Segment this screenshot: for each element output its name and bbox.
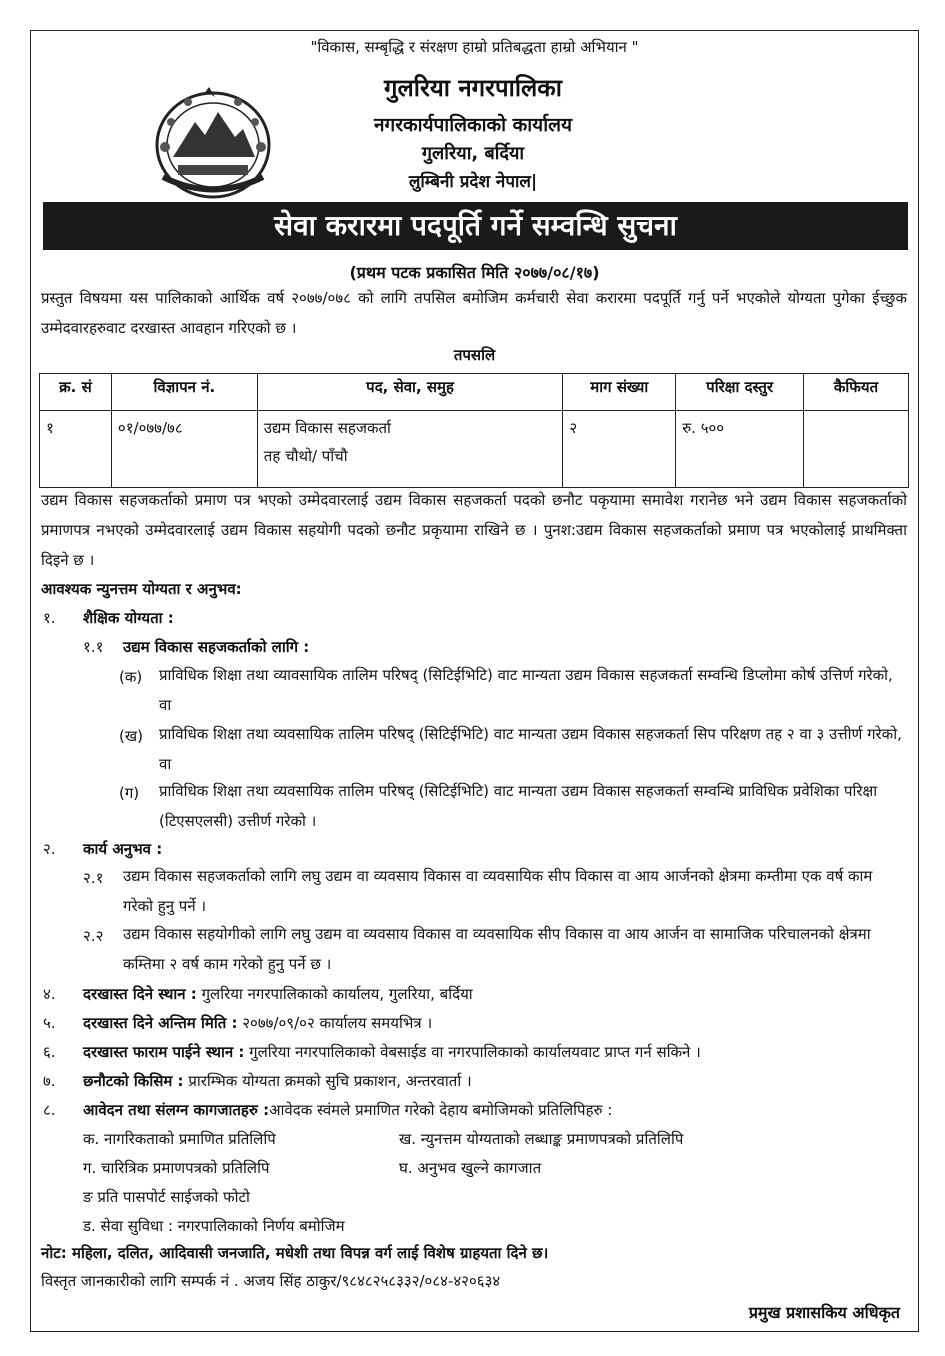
subsection-number: १.१: [83, 638, 104, 656]
item-number: ६.: [43, 1043, 56, 1061]
item-number: ८.: [43, 1101, 56, 1119]
subsection-text: उद्यम विकास सहयोगीको लागि लघु उद्यम वा व्यवसाय विकास वा व्यवसायिक सीप विकास वा आय आर्जन वा सामाजिक परिचालनको क्षेत्रमा कम्तिमा २ वर्ष काम गरेको हुनु पर्ने छ ।: [123, 925, 871, 973]
item-number: ७.: [43, 1072, 56, 1090]
section-title: कार्य अनुभव :: [83, 840, 163, 858]
item-text: प्राविधिक शिक्षा तथा व्यावसायिक तालिम परिषद् (सिटिईभिटि) वाट मान्यता उद्यम विकास सहजकर्ता सम्वन्धि डिप्लोमा कोर्ष उत्तिर्ण गरेको, वा: [159, 666, 893, 714]
signatory-title: प्रमुख प्रशासकिय अधिकृत: [748, 1303, 900, 1322]
motto: "विकास, सम्बृद्धि र संरक्षण हाम्रो प्रतिबद्धता हाम्रो अभियान ": [310, 38, 639, 56]
cell-sn: १: [40, 411, 112, 488]
item-number: ४.: [43, 985, 56, 1003]
document-item: ङ प्रति पासपोर्ट साईजको फोटो: [83, 1188, 250, 1206]
document-item: घ. अनुभव खुल्ने कागजात: [399, 1159, 542, 1177]
item-label: (ख): [119, 727, 143, 745]
requirements-heading: आवश्यक न्युनत्तम योग्यता र अनुभव:: [41, 580, 242, 598]
notice-page: [30, 30, 919, 1332]
cell-fee: रु. ५००: [676, 411, 804, 488]
subsection-title: उद्यम विकास सहजकर्ताको लागि :: [123, 638, 310, 656]
document-item: क. नागरिकताको प्रमाणित प्रतिलिपि: [83, 1130, 276, 1148]
section-number: १.: [43, 609, 56, 627]
item-title: आवेदन तथा संलग्न कागजातहरु :: [83, 1101, 270, 1119]
vacancy-table: [39, 373, 909, 488]
item-line: [83, 984, 473, 1004]
item-line: [83, 1100, 612, 1120]
item-line: [83, 1042, 701, 1062]
item-value: प्रारम्भिक योग्यता क्रमको सुचि प्रकाशन, अन्तरवार्ता ।: [183, 1072, 472, 1090]
intro-paragraph: प्रस्तुत विषयमा यस पालिकाको आर्थिक वर्ष २०७७/०७८ को लागि तपसिल बमोजिम कर्मचारी सेवा करारमा पदपूर्ति गर्नु पर्ने भएकोले योग्यता पुगेका ईच्छुक उम्मेदवारहरुवाट दरखास्त आवहान गरिएको छ ।: [41, 289, 907, 337]
subsection-text: उद्यम विकास सहजकर्ताको लागि लघु उद्यम वा व्यवसाय विकास वा व्यवसायिक सीप विकास वा आय आर्जनको क्षेत्रमा कम्तीमा एक वर्ष काम गरेको हुनु पर्ने ।: [123, 867, 873, 915]
selection-note: उद्यम विकास सहजकर्ताको प्रमाण पत्र भएको उम्मेदवारलाई उद्यम विकास सहजकर्ता पदको छनौट पकृयामा समावेश गरानेछ भने उद्यम विकास सहजकर्ताको प्रमाणपत्र नभएको उम्मेदवारलाई उद्यम विकास सहयोगी पदको छनौट प्रकृयामा राखिने छ । पुनश:उद्यम विकास सहजकर्ताको प्रमाण पत्र भएकोलाई प्राथमिक्ता दिइने छ ।: [41, 491, 907, 569]
item-line: [83, 1013, 432, 1033]
post-level: तह चौथो/ पाँचौ: [263, 447, 348, 465]
notice-title: सेवा करारमा पदपूर्ति गर्ने सम्वन्धि सुचना: [43, 202, 908, 250]
office-name: नगरकार्यपालिकाको कार्यालय: [373, 114, 573, 136]
item-title: दरखास्त दिने अन्तिम मिति :: [83, 1014, 238, 1032]
cell-adv-no: ०१/०७७/७८: [111, 411, 257, 488]
item-text: प्राविधिक शिक्षा तथा व्यवसायिक तालिम परिषद् (सिटिईभिटि) वाट मान्यता उद्यम विकास सहजकर्ता सम्वन्धि प्राविधिक प्रवेशिका परिक्षा (टिएसएलसी) उत्तीर्ण गरेको ।: [159, 782, 878, 830]
item-text: प्राविधिक शिक्षा तथा व्यवसायिक तालिम परिषद् (सिटिईभिटि) वाट मान्यता उद्यम विकास सहजकर्ता सिप परिक्षण तह २ वा ३ उत्तीर्ण गरेको, वा: [159, 725, 902, 773]
col-header: परिक्षा दस्तुर: [676, 374, 804, 411]
footer-note: नोट: महिला, दलित, आदिवासी जनजाति, मधेशी तथा विपन्न वर्ग लाई विशेष ग्राहयता दिने छ।: [41, 1244, 549, 1262]
table-label: तपसलि: [453, 346, 496, 364]
col-header: विज्ञापन नं.: [111, 374, 257, 411]
nepal-emblem-icon: [143, 77, 283, 207]
item-title: दरखास्त फाराम पाईने स्थान :: [83, 1043, 245, 1061]
cell-demand: २: [563, 411, 676, 488]
publish-date: (प्रथम पटक प्रकासित मिति २०७७/०८/१७): [349, 263, 600, 282]
subsection-number: २.२: [83, 927, 104, 945]
item-title: छनौटको किसिम :: [83, 1072, 184, 1090]
document-item: ख. न्युनत्तम योग्यताको लब्धाङ्क प्रमाणपत्रको प्रतिलिपि: [399, 1130, 684, 1148]
document-item: ड. सेवा सुविधा : नगरपालिकाको निर्णय बमोजिम: [83, 1217, 345, 1235]
item-value: गुलरिया नगरपालिकाको वेबसाईड वा नगरपालिकाको कार्यालयवाट प्राप्त गर्न सकिने ।: [244, 1043, 701, 1061]
table-header-row: [40, 374, 909, 411]
col-header: क्र. सं: [40, 374, 112, 411]
item-number: ५.: [43, 1014, 56, 1032]
table-row: [40, 411, 909, 488]
org-name: गुलरिया नगरपालिका: [384, 74, 562, 102]
office-location: गुलरिया, बर्दिया: [421, 143, 525, 164]
cell-post: [257, 411, 563, 488]
post-name: उद्यम विकास सहजकर्ता: [263, 419, 391, 437]
item-line: [83, 1071, 472, 1091]
cell-remarks: [804, 411, 909, 488]
item-label: (ग): [119, 784, 140, 802]
section-title: शैक्षिक योग्यता :: [83, 609, 174, 627]
col-header: माग संख्या: [563, 374, 676, 411]
item-title: दरखास्त दिने स्थान :: [83, 985, 197, 1003]
col-header: कैफियत: [804, 374, 909, 411]
subsection-number: २.१: [83, 869, 104, 887]
province-name: लुम्बिनी प्रदेश नेपाल|: [408, 172, 538, 192]
item-value: गुलरिया नगरपालिकाको कार्यालय, गुलरिया, बर्दिया: [196, 985, 473, 1003]
section-number: २.: [43, 840, 56, 858]
document-item: ग. चारित्रिक प्रमाणपत्रको प्रतिलिपि: [83, 1159, 270, 1177]
contact-line: विस्तृत जानकारीको लागि सम्पर्क नं . अजय सिंह ठाकुर/९८४८२५८३३२/०८४-४२०६३४: [41, 1272, 501, 1290]
item-value: २०७७/०९/०२ कार्यालय समयभित्र ।: [237, 1014, 433, 1032]
item-value: आवेदक स्वंमले प्रमाणित गरेको देहाय बमोजिमको प्रतिलिपिहरु :: [269, 1101, 613, 1119]
item-label: (क): [119, 668, 143, 686]
col-header: पद, सेवा, समुह: [257, 374, 563, 411]
